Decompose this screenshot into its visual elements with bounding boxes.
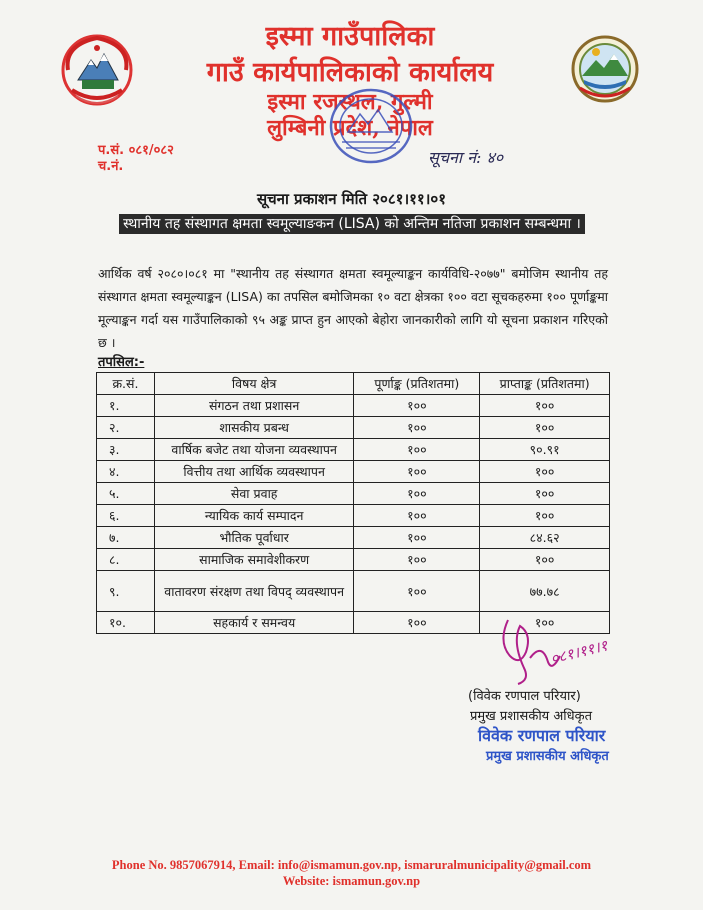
row-obtained: १०० xyxy=(480,612,610,634)
reference-ps: प.सं. ०८१/०८२ xyxy=(98,143,174,158)
row-serial: १०. xyxy=(97,612,155,634)
office-address-line-2: लुम्बिनी प्रदेश, नेपाल xyxy=(267,115,433,141)
row-full: १०० xyxy=(354,527,480,549)
signatory-name: (विवेक रणपाल परियार) xyxy=(468,689,581,704)
notice-subject xyxy=(117,212,587,236)
row-area: वातावरण संरक्षण तथा विपद् व्यवस्थापन xyxy=(154,571,354,612)
row-serial: १. xyxy=(97,395,155,417)
row-serial: ५. xyxy=(97,483,155,505)
row-area: भौतिक पूर्वाधार xyxy=(154,527,354,549)
table-row xyxy=(97,549,610,571)
table-row xyxy=(97,461,610,483)
header-obtained-marks: प्राप्ताङ्क (प्रतिशतमा) xyxy=(480,373,610,395)
signature-date: ०८१।११।१ xyxy=(548,636,610,668)
row-full: १०० xyxy=(354,483,480,505)
row-full: १०० xyxy=(354,417,480,439)
office-stamp-icon xyxy=(326,84,416,168)
row-full: १०० xyxy=(354,571,480,612)
row-serial: ९. xyxy=(97,571,155,612)
row-obtained: ९०.९१ xyxy=(480,439,610,461)
table-row xyxy=(97,505,610,527)
row-obtained: ७७.७८ xyxy=(480,571,610,612)
header-area: विषय क्षेत्र xyxy=(154,373,354,395)
handwritten-signature-icon xyxy=(490,612,620,692)
row-area: न्यायिक कार्य सम्पादन xyxy=(154,505,354,527)
row-area: शासकीय प्रबन्ध xyxy=(154,417,354,439)
notice-subject-text: स्थानीय तह संस्थागत क्षमता स्वमूल्याङकन (LISA) को अन्तिम नतिजा प्रकाशन सम्बन्धमा । xyxy=(119,214,585,234)
header-full-marks: पूर्णाङ्क (प्रतिशतमा) xyxy=(354,373,480,395)
row-serial: ७. xyxy=(97,527,155,549)
footer-contact: Phone No. 9857067914, Email: info@ismamun.gov.np, ismaruralmunicipality@gmail.com xyxy=(111,858,592,872)
row-obtained: १०० xyxy=(480,505,610,527)
footer-website: Website: ismamun.gov.np xyxy=(282,874,421,888)
row-full: १०० xyxy=(354,439,480,461)
row-serial: ३. xyxy=(97,439,155,461)
table-row xyxy=(97,527,610,549)
row-serial: ८. xyxy=(97,549,155,571)
table-header-row xyxy=(97,373,610,395)
row-full: १०० xyxy=(354,505,480,527)
row-serial: ६. xyxy=(97,505,155,527)
row-area: संगठन तथा प्रशासन xyxy=(154,395,354,417)
row-serial: २. xyxy=(97,417,155,439)
results-table xyxy=(96,372,610,634)
notice-number: सूचना नं: ४० xyxy=(428,148,504,167)
seal-signatory-title: प्रमुख प्रशासकीय अधिकृत xyxy=(486,749,609,764)
row-obtained: १०० xyxy=(480,483,610,505)
publish-date: सूचना प्रकाशन मिति २०८१।११।०१ xyxy=(256,190,447,208)
seal-signatory-name: विवेक रणपाल परियार xyxy=(478,726,606,745)
details-label: तपसिल:- xyxy=(98,355,145,370)
row-area: सामाजिक समावेशीकरण xyxy=(154,549,354,571)
table-row xyxy=(97,395,610,417)
row-serial: ४. xyxy=(97,461,155,483)
office-name-line-1: इस्मा गाउँपालिका xyxy=(265,21,435,52)
signatory-title: प्रमुख प्रशासकीय अधिकृत xyxy=(470,709,593,724)
header-serial: क्र.सं. xyxy=(97,373,155,395)
notice-body: आर्थिक वर्ष २०८०।०८१ मा "स्थानीय तह संस्थागत क्षमता स्वमूल्याङ्कन कार्यविधि-२०७७" बमोजिम स्थानीय तह संस्थागत क्षमता स्वमूल्याङ्कन (LISA) का तपसिल बमोजिमका १० वटा क्षेत्रका १०० वटा सूचकहरुमा १०० पूर्णाङ्कमा मूल्याङ्कन गर्दा यस गाउँपालिकाको ९५ अङ्क प्राप्त हुन आएको बेहोरा जानकारीको लागि यो सूचना प्रकाशन गरिएको छ । xyxy=(98,266,608,350)
row-area: सेवा प्रवाह xyxy=(154,483,354,505)
row-obtained: १०० xyxy=(480,461,610,483)
table-row xyxy=(97,483,610,505)
office-address-line-1: इस्मा रजस्थल, गुल्मी xyxy=(267,89,433,115)
reference-cn: च.नं. xyxy=(98,159,124,174)
row-obtained: ८४.६२ xyxy=(480,527,610,549)
row-full: १०० xyxy=(354,549,480,571)
table-row xyxy=(97,439,610,461)
table-row xyxy=(97,417,610,439)
row-full: १०० xyxy=(354,612,480,634)
row-area: वार्षिक बजेट तथा योजना व्यवस्थापन xyxy=(154,439,354,461)
row-obtained: १०० xyxy=(480,395,610,417)
row-obtained: १०० xyxy=(480,417,610,439)
row-obtained: १०० xyxy=(480,549,610,571)
row-area: सहकार्य र समन्वय xyxy=(154,612,354,634)
table-row xyxy=(97,571,610,612)
row-full: १०० xyxy=(354,461,480,483)
office-name-line-2: गाउँ कार्यपालिकाको कार्यालय xyxy=(206,57,494,88)
row-area: वित्तीय तथा आर्थिक व्यवस्थापन xyxy=(154,461,354,483)
row-full: १०० xyxy=(354,395,480,417)
